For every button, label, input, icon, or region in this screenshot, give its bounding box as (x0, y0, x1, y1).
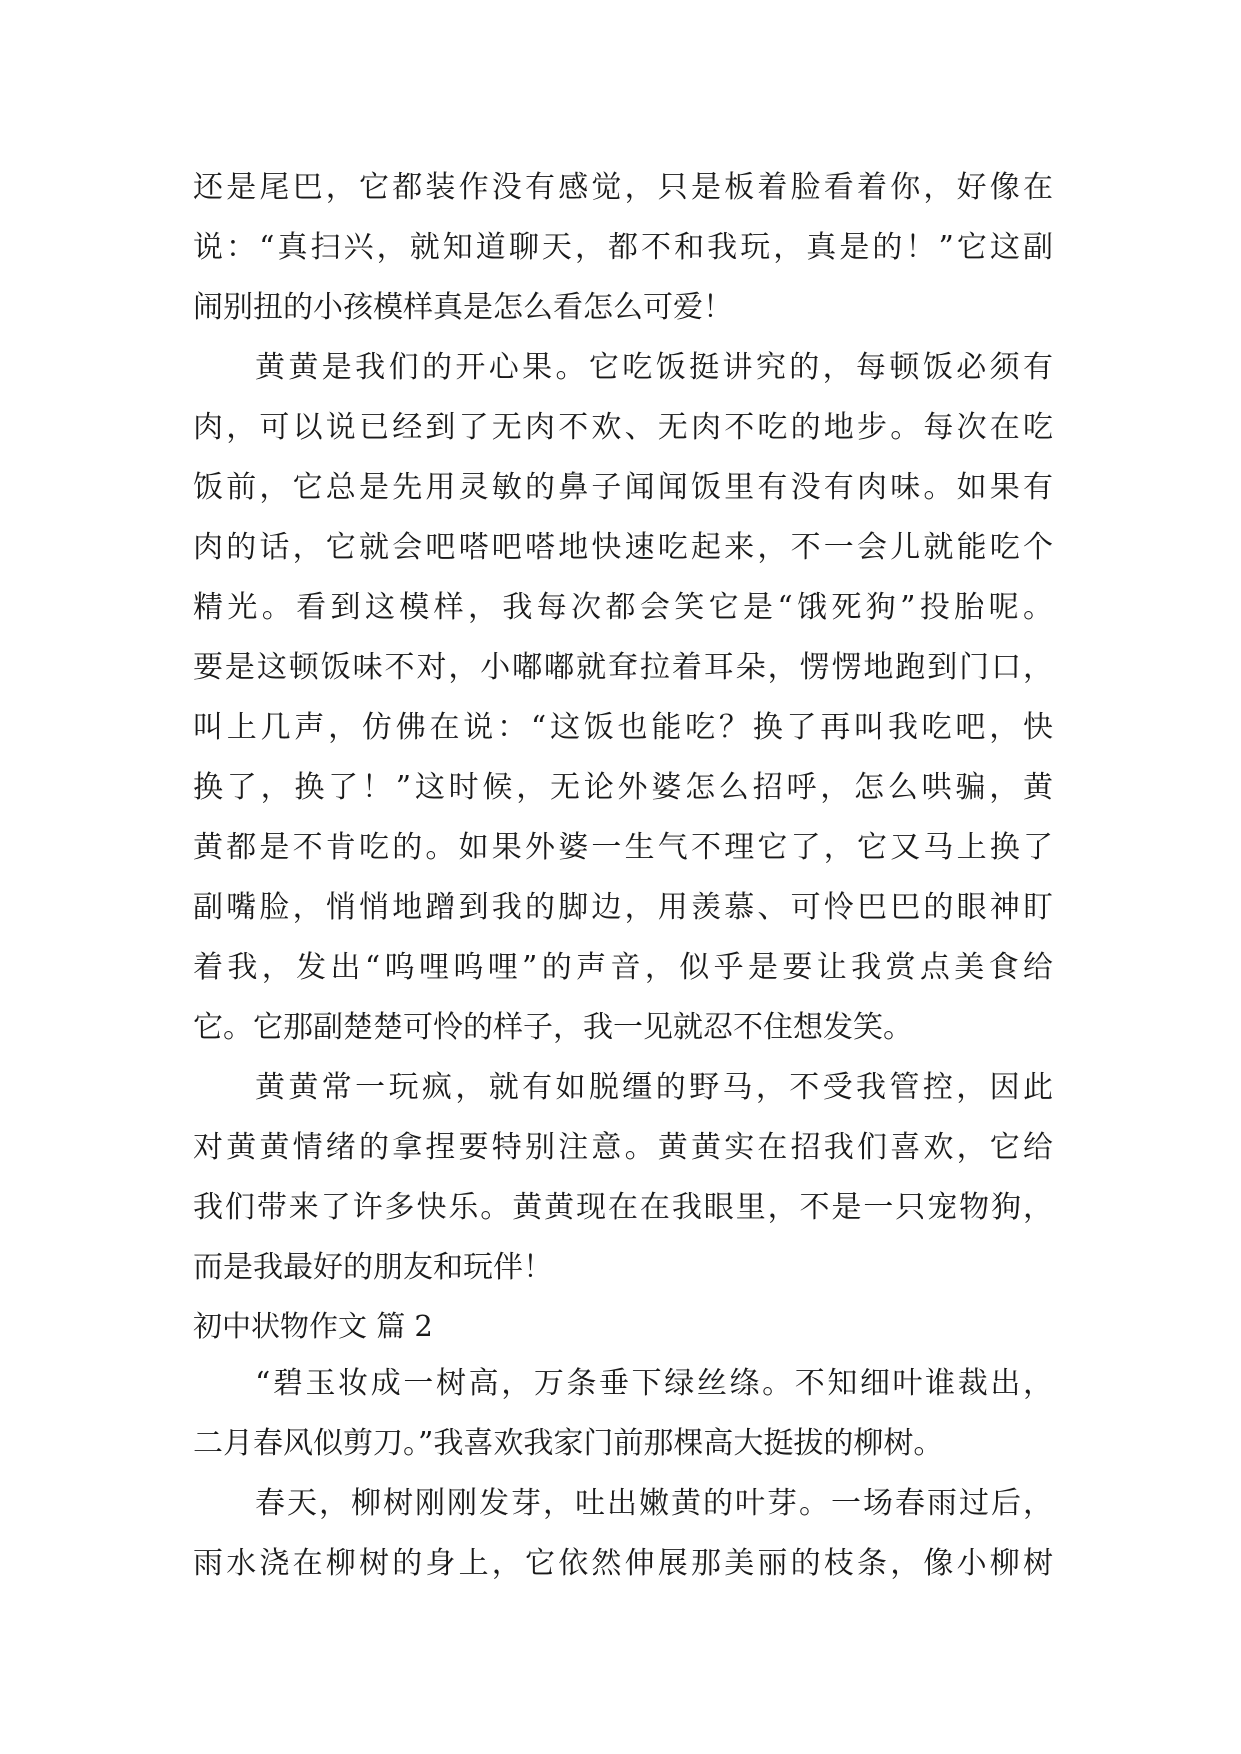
text-line: 对黄黄情绪的拿捏要特别注意。黄黄实在招我们喜欢，它给 (193, 1130, 1053, 1165)
text-line: 要是这顿饭味不对，小嘟嘟就耷拉着耳朵，愣愣地跑到门口， (193, 650, 1053, 685)
text-line: 我们带来了许多快乐。黄黄现在在我眼里，不是一只宠物狗， (193, 1190, 1053, 1225)
text-line: 雨水浇在柳树的身上，它依然伸展那美丽的枝条，像小柳树 (193, 1546, 1053, 1581)
paragraph (193, 338, 1053, 1058)
text-line: 肉，可以说已经到了无肉不欢、无肉不吃的地步。每次在吃 (193, 410, 1053, 445)
text-line: 精光。看到这模样，我每次都会笑它是“饿死狗”投胎呢。 (193, 590, 1053, 625)
text-line: 着我，发出“呜哩呜哩”的声音，似乎是要让我赏点美食给 (193, 950, 1053, 985)
document-body (193, 158, 1053, 1594)
text-line: 闹别扭的小孩模样真是怎么看怎么可爱！ (193, 290, 733, 325)
text-line: 黄黄是我们的开心果。它吃饭挺讲究的，每顿饭必须有 (255, 350, 1053, 385)
paragraph (193, 1474, 1053, 1594)
text-line: 肉的话，它就会吧嗒吧嗒地快速吃起来，不一会儿就能吃个 (193, 530, 1053, 565)
text-line: 黄都是不肯吃的。如果外婆一生气不理它了，它又马上换了 (193, 830, 1053, 865)
text-line: 二月春风似剪刀。”我喜欢我家门前那棵高大挺拔的柳树。 (193, 1426, 944, 1461)
text-line: 它。它那副楚楚可怜的样子，我一见就忍不住想发笑。 (193, 1010, 913, 1045)
text-line: 叫上几声，仿佛在说：“这饭也能吃？换了再叫我吃吧，快 (193, 710, 1053, 745)
text-line: 饭前，它总是先用灵敏的鼻子闻闻饭里有没有肉味。如果有 (193, 470, 1053, 505)
text-line: 春天，柳树刚刚发芽，吐出嫩黄的叶芽。一场春雨过后， (255, 1486, 1053, 1521)
text-line: 换了，换了！”这时候，无论外婆怎么招呼，怎么哄骗，黄 (193, 770, 1053, 805)
text-line: “碧玉妆成一树高，万条垂下绿丝绦。不知细叶谁裁出， (255, 1366, 1053, 1401)
paragraph (193, 158, 1053, 338)
text-line: 说：“真扫兴，就知道聊天，都不和我玩，真是的！”它这副 (193, 230, 1053, 265)
section-heading: 初中状物作文 篇 2 (193, 1309, 433, 1343)
text-line: 黄黄常一玩疯，就有如脱缰的野马，不受我管控，因此 (255, 1070, 1053, 1105)
text-line: 副嘴脸，悄悄地蹭到我的脚边，用羡慕、可怜巴巴的眼神盯 (193, 890, 1053, 925)
text-line: 而是我最好的朋友和玩伴！ (193, 1250, 553, 1285)
text-line: 还是尾巴，它都装作没有感觉，只是板着脸看着你，好像在 (193, 170, 1053, 205)
paragraph (193, 1058, 1053, 1298)
paragraph (193, 1354, 1053, 1474)
